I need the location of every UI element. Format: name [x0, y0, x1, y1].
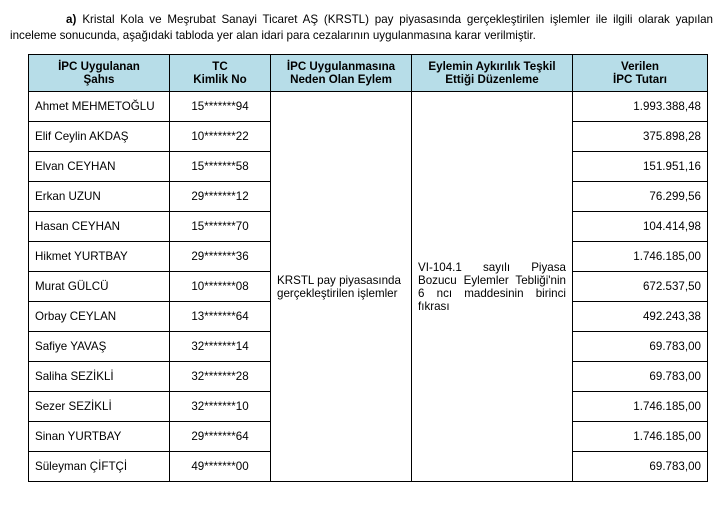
tc-number: 29*******36	[170, 242, 271, 272]
penalty-amount: 1.993.388,48	[573, 92, 708, 122]
penalty-amount: 375.898,28	[573, 122, 708, 152]
header-person: İPC Uygulanan Şahıs	[29, 55, 170, 92]
regulation-cell: VI-104.1 sayılı Piyasa Bozucu Eylemler Tebliği'nin 6 ncı maddesinin birinci fıkrası	[412, 92, 573, 482]
person-name: Hikmet YURTBAY	[29, 242, 170, 272]
intro-text: Kristal Kola ve Meşrubat Sanayi Ticaret AŞ (KRSTL) pay piyasasında gerçekleştirilen işlemler ile ilgili olarak yapılan inceleme sonucunda, aşağıdaki tabloda yer alan idari para cezalarının uygulanmasına karar verilmiştir.	[10, 13, 713, 42]
penalty-amount: 104.414,98	[573, 212, 708, 242]
header-row	[29, 55, 708, 92]
tc-number: 15*******58	[170, 152, 271, 182]
penalty-table-body	[29, 92, 708, 482]
penalty-amount: 69.783,00	[573, 332, 708, 362]
penalty-amount: 69.783,00	[573, 452, 708, 482]
person-name: Süleyman ÇİFTÇİ	[29, 452, 170, 482]
header-tc: TC Kimlik No	[170, 55, 271, 92]
intro-label: a)	[66, 13, 77, 26]
person-name: Orbay CEYLAN	[29, 302, 170, 332]
penalty-amount: 1.746.185,00	[573, 242, 708, 272]
header-regulation: Eylemin Aykırılık Teşkil Ettiği Düzenleme	[412, 55, 573, 92]
person-name: Safiye YAVAŞ	[29, 332, 170, 362]
person-name: Elif Ceylin AKDAŞ	[29, 122, 170, 152]
person-name: Elvan CEYHAN	[29, 152, 170, 182]
action-cell: KRSTL pay piyasasında gerçekleştirilen işlemler	[271, 92, 412, 482]
person-name: Sinan YURTBAY	[29, 422, 170, 452]
person-name: Erkan UZUN	[29, 182, 170, 212]
tc-number: 15*******94	[170, 92, 271, 122]
person-name: Saliha SEZİKLİ	[29, 362, 170, 392]
tc-number: 32*******10	[170, 392, 271, 422]
tc-number: 49*******00	[170, 452, 271, 482]
header-action: İPC Uygulanmasına Neden Olan Eylem	[271, 55, 412, 92]
person-name: Hasan CEYHAN	[29, 212, 170, 242]
penalty-table	[28, 54, 708, 482]
intro-paragraph	[10, 12, 713, 44]
person-name: Sezer SEZİKLİ	[29, 392, 170, 422]
tc-number: 32*******14	[170, 332, 271, 362]
penalty-amount: 76.299,56	[573, 182, 708, 212]
penalty-amount: 492.243,38	[573, 302, 708, 332]
penalty-amount: 1.746.185,00	[573, 392, 708, 422]
person-name: Ahmet MEHMETOĞLU	[29, 92, 170, 122]
tc-number: 29*******12	[170, 182, 271, 212]
penalty-table-header	[29, 55, 708, 92]
tc-number: 32*******28	[170, 362, 271, 392]
person-name: Murat GÜLCÜ	[29, 272, 170, 302]
tc-number: 10*******08	[170, 272, 271, 302]
header-amount: Verilen İPC Tutarı	[573, 55, 708, 92]
penalty-amount: 672.537,50	[573, 272, 708, 302]
penalty-amount: 69.783,00	[573, 362, 708, 392]
penalty-amount: 1.746.185,00	[573, 422, 708, 452]
tc-number: 10*******22	[170, 122, 271, 152]
tc-number: 15*******70	[170, 212, 271, 242]
tc-number: 13*******64	[170, 302, 271, 332]
table-row	[29, 92, 708, 122]
penalty-amount: 151.951,16	[573, 152, 708, 182]
tc-number: 29*******64	[170, 422, 271, 452]
